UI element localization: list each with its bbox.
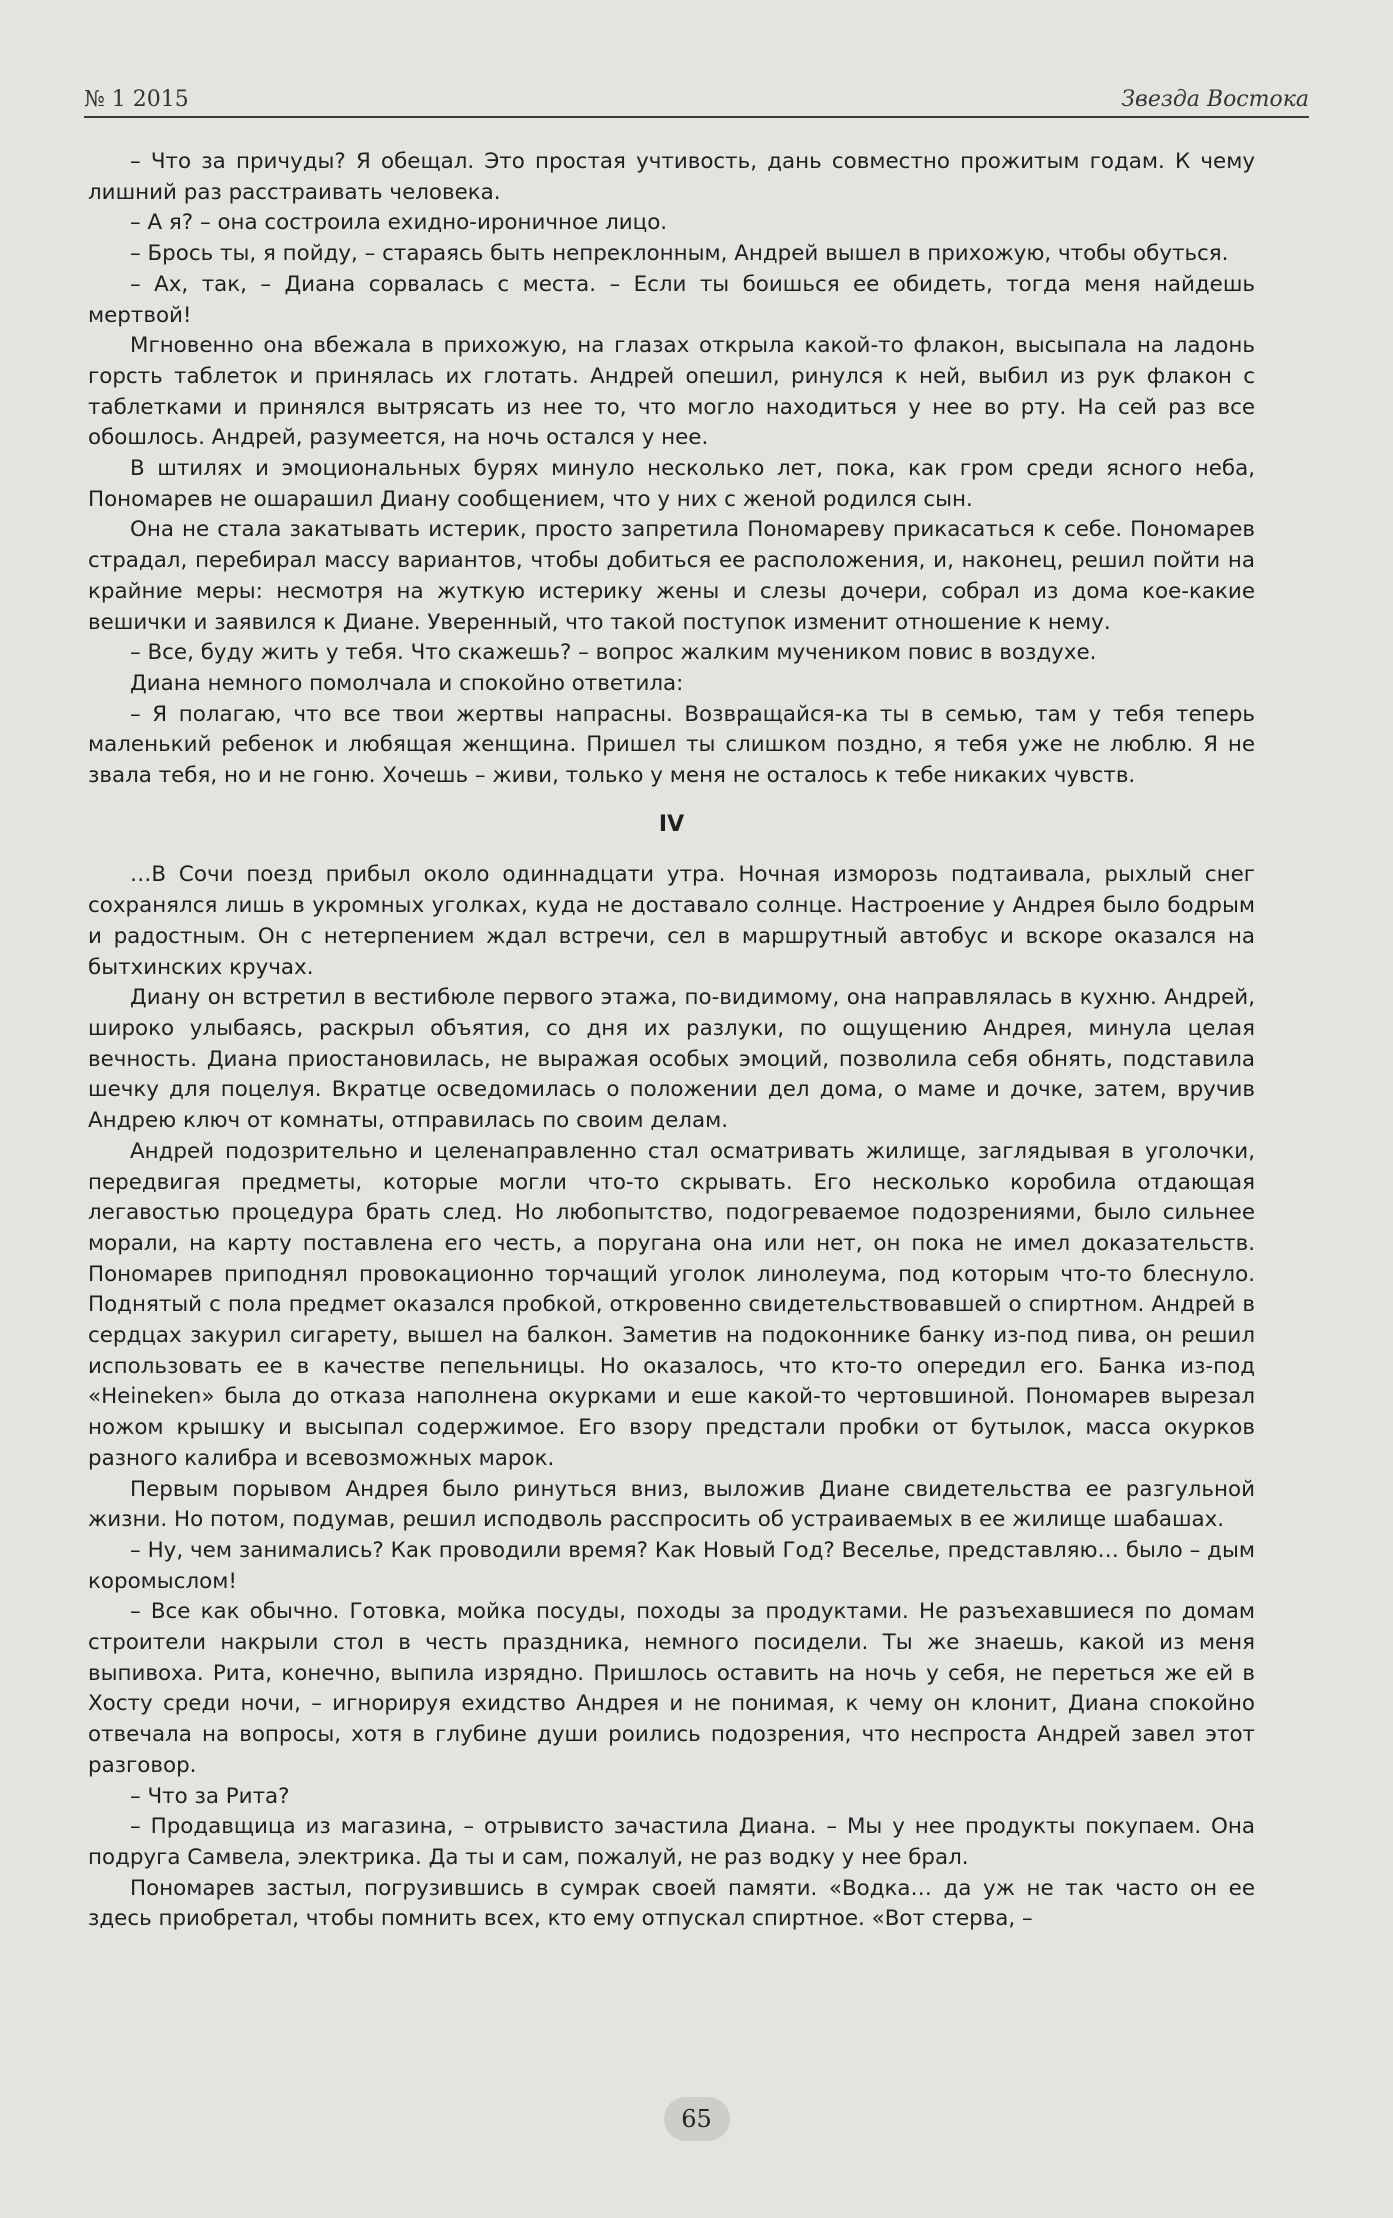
paragraph: – Все как обычно. Готовка, мойка посуды, походы за продуктами. Не разъехавшиеся по домам строители накрыли стол в честь праздника, немного посидели. Ты же знаешь, какой из меня выпивоха. Рита, конечно, выпила изрядно. Пришлось оставить на ночь у себя, не переться же ей в Хосту среди ночи, – игнорируя ехидство Андрея и не понимая, к чему он клонит, Диана спокойно отвечала на вопросы, хотя в глубине души роились подозрения, что неспроста Андрей завел этот разговор. <box>88 1599 1255 1778</box>
paragraph: – Что за Рита? <box>130 1783 290 1809</box>
paragraph: Андрей подозрительно и целенаправленно стал осматривать жилище, заглядывая в уголочки, передвигая предметы, которые могли что-то скрывать. Его несколько коробила отдающая легавостью процедура брать след. Но любопытство, подогреваемое подозрениями, было сильнее морали, на карту поставлена его честь, а поругана она или нет, он пока не имел доказательств. Пономарев приподнял провокационно торчащий уголок линолеума, под которым что-то блеснуло. Поднятый с пола предмет оказался пробкой, откровенно свидетельствовавшей о спиртном. Андрей в сердцах закурил сигарету, вышел на балкон. Заметив на подоконнике банку из-под пива, он решил использовать ее в качестве пепельницы. Но оказалось, что кто-то опередил его. Банка из-под «Heineken» была до отказа наполнена окурками и еше какой-то чертовшиной. Пономарев вырезал ножом крышку и высыпал содержимое. Его взору предстали пробки от бутылок, масса окурков разного калибра и всевозможных марок. <box>88 1138 1255 1471</box>
paragraph: – Ну, чем занимались? Как проводили время? Как Новый Год? Веселье, представляю… было – дым коромыслом! <box>88 1537 1255 1594</box>
paragraph: – Я полагаю, что все твои жертвы напрасны. Возвращайся-ка ты в семью, там у тебя теперь маленький ребенок и любящая женщина. Пришел ты слишком поздно, я тебя уже не люблю. Я не звала тебя, но и не гоню. Хочешь – живи, только у меня не осталось к тебе никаких чувств. <box>88 701 1255 789</box>
paragraph: – Продавщица из магазина, – отрывисто зачастила Диана. – Мы у нее продукты покупаем. Она подруга Самвела, электрика. Да ты и сам, пожалуй, не раз водку у нее брал. <box>88 1814 1255 1870</box>
journal-title: Звезда Востока <box>1121 87 1309 112</box>
section-heading: IV <box>658 811 685 837</box>
paragraph: Диану он встретил в вестибюле первого этажа, по-видимому, она направлялась в кухню. Андрей, широко улыбаясь, раскрыл объятия, со дня их разлуки, по ощущению Андрея, минула целая вечность. Диана приостановилась, не выражая особых эмоций, позволила себя обнять, подставила шечку для поцелуя. Вкратце осведомилась о положении дел дома, о маме и дочке, затем, вручив Андрею ключ от комнаты, отправилась по своим делам. <box>88 985 1255 1134</box>
issue-number: № 1 2015 <box>84 87 189 112</box>
paragraph: – Что за причуды? Я обещал. Это простая учтивость, дань совместно прожитым годам. К чему лишний раз расстраивать человека. <box>88 149 1255 205</box>
page-number: 65 <box>664 2097 730 2141</box>
paragraph: Пономарев застыл, погрузившись в сумрак своей памяти. «Водка… да уж не так часто он ее здесь приобретал, чтобы помнить всех, кто ему отпускал спиртное. «Вот стерва, – <box>88 1875 1255 1932</box>
paragraph: – Брось ты, я пойду, – стараясь быть непреклонным, Андрей вышел в прихожую, чтобы обуться. <box>130 241 1229 267</box>
paragraph: Она не стала закатывать истерик, просто запретила Пономареву прикасаться к себе. Пономарев страдал, перебирал массу вариантов, чтобы добиться ее расположения, и, наконец, решил пойти на крайние меры: несмотря на жуткую истерику жены и слезы дочери, собрал из дома кое-какие вешички и заявился к Диане. Уверенный, что такой поступок изменит отношение к нему. <box>88 517 1255 635</box>
running-header <box>84 86 1309 118</box>
paragraph: – А я? – она состроила ехидно-ироничное лицо. <box>130 210 668 236</box>
paragraph: – Все, буду жить у тебя. Что скажешь? – вопрос жалким мучеником повис в воздухе. <box>130 640 1097 666</box>
footer <box>0 2097 1393 2141</box>
paragraph: …В Сочи поезд прибыл около одиннадцати утра. Ночная изморозь подтаивала, рыхлый снег сохранялся лишь в укромных уголках, куда не доставало солнце. Настроение у Андрея было бодрым и радостным. Он с нетерпением ждал встречи, сел в маршрутный автобус и вскоре оказался на бытхинских кручах. <box>88 862 1255 980</box>
article-body <box>88 147 1255 1935</box>
paragraph: Диана немного помолчала и спокойно ответила: <box>130 670 684 696</box>
paragraph: Мгновенно она вбежала в прихожую, на глазах открыла какой-то флакон, высыпала на ладонь горсть таблеток и принялась их глотать. Андрей опешил, ринулся к ней, выбил из рук флакон с таблетками и принялся вытрясать из нее то, что могло находиться у нее во рту. На сей раз все обошлось. Андрей, разумеется, на ночь остался у нее. <box>88 333 1255 451</box>
paragraph: Первым порывом Андрея было ринуться вниз, выложив Диане свидетельства ее разгульной жизни. Но потом, подумав, решил исподволь расспросить об устраиваемых в ее жилище шабашах. <box>88 1476 1255 1533</box>
paragraph: В штилях и эмоциональных бурях минуло несколько лет, пока, как гром среди ясного неба, Пономарев не ошарашил Диану сообщением, что у них с женой родился сын. <box>88 456 1255 512</box>
paragraph: – Ах, так, – Диана сорвалась с места. – Если ты боишься ее обидеть, тогда меня найдешь мертвой! <box>88 271 1255 328</box>
